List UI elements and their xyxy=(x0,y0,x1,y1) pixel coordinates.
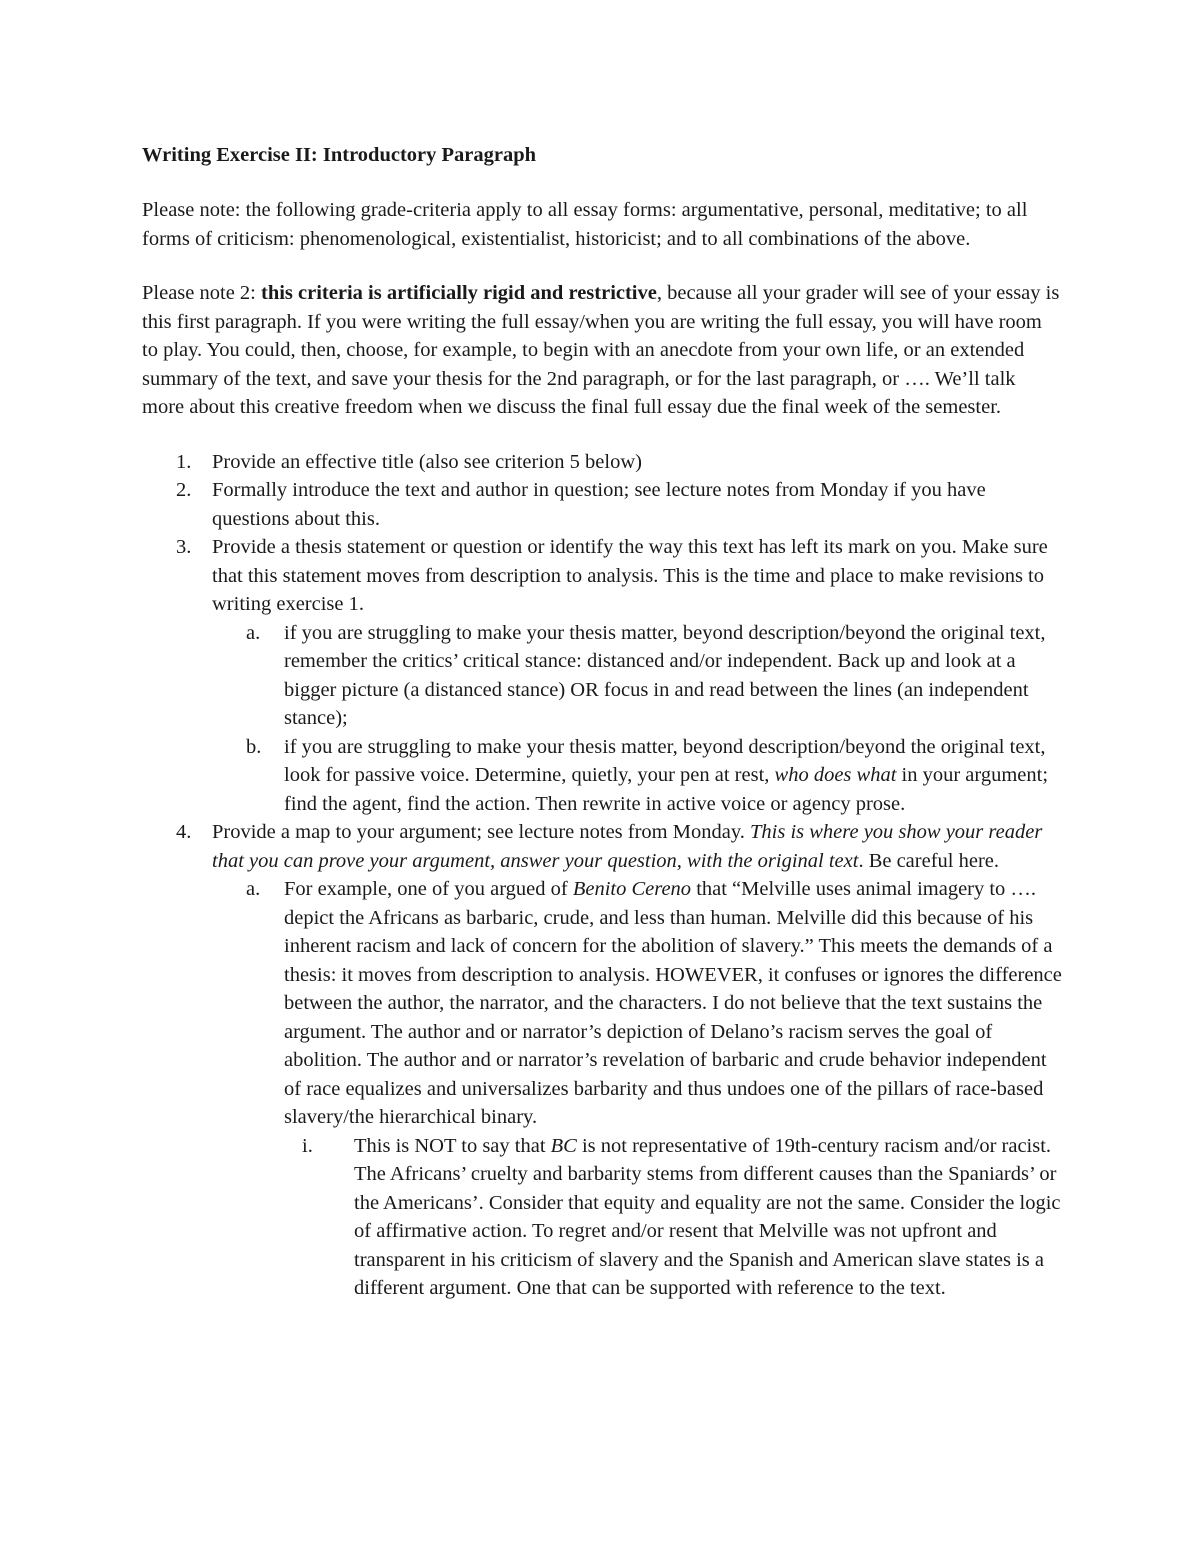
list-item-text: Formally introduce the text and author in question; see lecture notes from Monday if you have questions about this. xyxy=(212,479,986,530)
list-item-text: Provide an effective title (also see criterion 5 below) xyxy=(212,450,642,473)
italic-abbreviation: BC xyxy=(550,1134,577,1157)
note-paragraph-1: Please note: the following grade-criteria apply to all essay forms: argumentative, personal, meditative; to all forms of criticism: phenomenological, existentialist, historicist; and to all combinations of the above. xyxy=(142,199,1028,250)
text-run: is not representative of 19th-century racism and/or racist. The Africans’ cruelty and barbarity stems from different causes than the Spaniards’ or the Americans’. Consider that equity and equality are not the same. Consider the logic of affirmative action. To regret and/or resent that Melville was not upfront and transparent in his criticism of slavery and the Spanish and American slave states is a different argument. One that can be supported with reference to the text. xyxy=(354,1134,1061,1299)
sub-list-item xyxy=(142,875,1062,1132)
sub-list-item-text xyxy=(284,733,1062,819)
list-number: 4. xyxy=(176,821,192,843)
sub-sub-list-item-text xyxy=(354,1132,1062,1303)
list-item xyxy=(142,818,1062,875)
list-item xyxy=(142,533,1062,619)
text-run: For example, one of you argued of xyxy=(284,878,573,900)
document-title: Writing Exercise II: Introductory Paragraph xyxy=(142,144,537,166)
text-run: that “Melville uses animal imagery to …. depict the Africans as barbaric, crude, and less than human. Melville did this because of his inherent racism and lack of concern for the abolition of slavery.” This meets the demands of a thesis: it moves from description to analysis. HOWEVER, it confuses or ignores the difference between the author, the narrator, and the characters. I do not believe that the text sustains the argument. The author and or narrator’s depiction of Delano’s racism serves the goal of abolition. The author and or narrator’s revelation of barbaric and crude behavior independent of race equalizes and universalizes barbarity and thus undoes one of the pillars of race-based slavery/the hierarchical binary. xyxy=(284,878,1062,1128)
sub-sub-list-item xyxy=(142,1132,1062,1303)
criteria-list xyxy=(142,448,1062,1303)
sub-list-letter: a. xyxy=(246,878,261,900)
list-item-text xyxy=(212,818,1062,875)
note-2-prefix: Please note 2: xyxy=(142,282,261,304)
document-page xyxy=(142,140,1062,1303)
sub-list-item xyxy=(142,619,1062,733)
italic-book-title: Benito Cereno xyxy=(572,878,692,900)
text-run: Provide a map to your argument; see lecture notes from Monday. xyxy=(212,821,750,843)
sub-list-item-text: if you are struggling to make your thesis matter, beyond description/beyond the original text, remember the critics’ critical stance: distanced and/or independent. Back up and look at a bigger picture (a distanced stance) OR focus in and read between the lines (an independent stance); xyxy=(284,621,1046,729)
sub-sub-list-numeral: i. xyxy=(302,1134,313,1157)
text-run: This is NOT to say that xyxy=(354,1134,551,1157)
note-2-bold-phrase: this criteria is artificially rigid and restrictive xyxy=(261,282,657,304)
list-item-text: Provide a thesis statement or question or identify the way this text has left its mark on you. Make sure that this statement moves from description to analysis. This is the time and place to make revisions to writing exercise 1. xyxy=(212,536,1048,615)
text-run: if you are struggling to make your thesis matter, beyond description/beyond the original text, look for passive voice. Determine, quietly, your pen at rest, xyxy=(284,735,1046,786)
list-number: 1. xyxy=(176,450,192,473)
italic-phrase: This is where you show your reader that you can prove your argument, answer your question, with the original text xyxy=(212,821,1043,872)
note-2-rest: , because all your grader will see of your essay is this first paragraph. If you were writing the full essay/when you are writing the full essay, you will have room to play. You could, then, choose, for example, to begin with an anecdote from your own life, or an extended summary of the text, and save your thesis for the 2nd paragraph, or for the last paragraph, or …. We’ll talk more about this creative freedom when we discuss the final full essay due the final week of the semester. xyxy=(142,282,1060,418)
text-run: in your argument; find the agent, find the action. Then rewrite in active voice or agency prose. xyxy=(284,764,1049,815)
sub-list-item-text xyxy=(284,875,1062,1132)
italic-phrase: who does what xyxy=(774,764,897,786)
note-paragraph-2 xyxy=(142,279,1062,422)
sub-list-letter: a. xyxy=(246,621,261,644)
list-number: 3. xyxy=(176,536,192,558)
list-item xyxy=(142,476,1062,533)
list-number: 2. xyxy=(176,479,192,501)
sub-list-letter: b. xyxy=(246,735,262,758)
sub-list-item xyxy=(142,733,1062,819)
text-run: . Be careful here. xyxy=(858,849,1000,872)
list-item xyxy=(142,448,1062,477)
